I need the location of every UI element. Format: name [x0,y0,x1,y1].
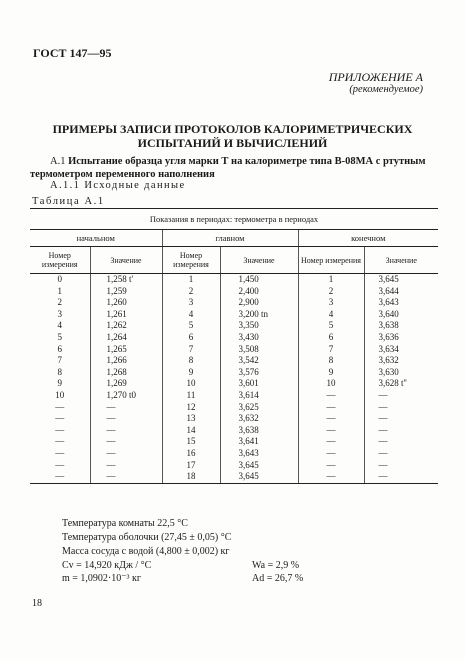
document-heading-line2: ИСПЫТАНИЙ И ВЫЧИСЛЕНИЙ [137,136,328,150]
table-cell: 3,628 t'' [364,378,438,390]
table-cell: — [55,436,65,447]
table-cell: 3,645 [220,471,298,483]
section-number: А.1 [50,156,66,167]
table-cell: 1,268 [90,367,162,379]
table-cell: — [30,471,90,483]
sample-mass: m = 1,0902·10⁻³ кг [62,573,141,584]
table-cell: 1 [57,285,62,296]
table-cell: 1,264 [90,332,162,344]
appendix-title: ПРИЛОЖЕНИЕ А [328,70,423,84]
ash-content: Ad = 26,7 % [252,573,304,584]
heat-capacity: Cv = 14,920 кДж / °С [62,560,152,571]
table-cell: 3,643 [220,448,298,460]
group-header-main: главном [162,230,298,247]
table-cell: — [90,448,162,460]
table-row [30,286,438,298]
table-cell: 3 [57,308,62,319]
table-cell: — [298,413,364,425]
measurements-table [30,208,438,484]
table-cell: 1,262 [90,320,162,332]
table-cell: 8 [162,355,220,367]
section-title [50,156,426,167]
page-number: 18 [32,598,42,609]
table-cell: 3,625 [220,402,298,414]
table-cell: 9 [162,367,220,379]
table-cell: 3,350 [220,320,298,332]
table-cell: 8 [298,355,364,367]
table-cell: 8 [57,366,62,377]
table-cell: 3,634 [364,344,438,356]
table-cell: — [90,425,162,437]
table-cell: 6 [162,332,220,344]
table-cell: 3,636 [364,332,438,344]
table-cell: 4 [162,309,220,321]
table-cell: 3,614 [220,390,298,402]
table-cell: — [55,424,65,435]
table-cell: — [364,402,438,414]
table-cell: 12 [162,402,220,414]
table-cell: 3,601 [220,378,298,390]
table-cell: 9 [57,378,62,389]
table-cell: — [298,436,364,448]
table-cell: 6 [57,343,62,354]
table-cell: — [90,436,162,448]
table-row [30,425,438,437]
table-cell: — [364,448,438,460]
table-cell: 3,630 [364,367,438,379]
table-cell: 14 [162,425,220,437]
table-cell: 1,259 [90,286,162,298]
table-row [30,344,438,356]
table-cell: — [364,413,438,425]
table-cell: 2 [162,286,220,298]
table-row [30,309,438,321]
table-cell: 2 [298,286,364,298]
moisture-content: Wa = 2,9 % [252,560,300,571]
table-cell: 3,508 [220,344,298,356]
table-cell: 1,269 [90,378,162,390]
table-super-header: Показания в периодах: термометра в периодах [30,209,438,230]
table-cell: — [298,448,364,460]
appendix-note: (рекомендуемое) [349,84,423,95]
table-cell: 3,645 [220,460,298,472]
table-cell: 10 [55,389,65,400]
table-cell: 1,260 [90,297,162,309]
table-cell: 6 [298,332,364,344]
table-cell: — [90,460,162,472]
table-cell: 7 [57,355,62,366]
section-title-line2: термометром переменного наполнения [30,169,215,180]
table-row [30,460,438,472]
table-row [30,297,438,309]
table-row [30,355,438,367]
table-cell: 3,645 [364,274,438,286]
standard-number: ГОСТ 147—95 [33,46,112,60]
table-cell: 10 [298,378,364,390]
table-cell: — [364,471,438,483]
group-header-initial: начальном [30,230,162,247]
column-header: Значение [364,247,438,274]
column-header: Значение [220,247,298,274]
table-cell: 11 [162,390,220,402]
table-cell: — [55,447,65,458]
table-cell: — [90,402,162,414]
table-row [30,274,438,286]
table-cell: 1,261 [90,309,162,321]
table-cell: 3,641 [220,436,298,448]
table-row [30,390,438,402]
table-cell: 13 [162,413,220,425]
table-cell: 1,270 t0 [90,390,162,402]
table-row [30,413,438,425]
table-cell: — [298,460,364,472]
table-cell: — [55,459,65,470]
table-title: Таблица А.1 [32,196,105,207]
shell-temperature: Температура оболочки (27,45 ± 0,05) °С [62,532,232,543]
table-cell: 3,430 [220,332,298,344]
table-body [30,274,438,484]
column-header: Номер измерения [30,247,90,274]
table-row [30,471,438,483]
room-temperature: Температура комнаты 22,5 °С [62,518,188,529]
table-cell: 1,450 [220,274,298,286]
table-cell: — [298,402,364,414]
table-cell: 1 [162,274,220,286]
table-cell: 1,258 t' [90,274,162,286]
table-cell: 18 [162,471,220,483]
table-cell: 15 [162,436,220,448]
table-row [30,332,438,344]
table-cell: — [364,460,438,472]
table-row [30,367,438,379]
table-cell: 2,400 [220,286,298,298]
table-cell: 3,632 [364,355,438,367]
table-cell: 3,638 [220,425,298,437]
table-cell: 3,644 [364,286,438,298]
table-row [30,448,438,460]
table-cell: 4 [57,320,62,331]
column-header: Номер измерения [298,247,364,274]
table-row [30,402,438,414]
subsection-title: А.1.1 Исходные данные [50,180,186,191]
table-cell: 0 [57,274,62,284]
table-cell: 16 [162,448,220,460]
column-header: Номер измерения [162,247,220,274]
section-title-line1: Испытание образца угля марки Т на калориметре типа В-08МА с ртутным [68,156,426,167]
table-cell: — [364,390,438,402]
table-cell: 4 [298,309,364,321]
table-row [30,378,438,390]
vessel-mass: Масса сосуда с водой (4,800 ± 0,002) кг [62,546,230,557]
table-cell: 1,265 [90,344,162,356]
table-cell: — [364,436,438,448]
table-row [30,436,438,448]
table-cell: — [55,401,65,412]
table-cell: 3,542 [220,355,298,367]
table-cell: 3,638 [364,320,438,332]
table-cell: 1,266 [90,355,162,367]
table-cell: 2 [57,297,62,308]
table-cell: 3,643 [364,297,438,309]
table-cell: 2,900 [220,297,298,309]
table-cell: 5 [298,320,364,332]
table-cell: — [90,413,162,425]
table-cell: — [55,413,65,424]
table-cell: 3,200 tn [220,309,298,321]
table-cell: 1 [298,274,364,286]
table-cell: 3 [162,297,220,309]
table-cell: 7 [162,344,220,356]
table-cell: 17 [162,460,220,472]
table-cell: — [364,425,438,437]
table-row [30,320,438,332]
table-cell: — [90,471,162,483]
table-cell: — [298,390,364,402]
table-cell: 5 [162,320,220,332]
table-cell: 3,576 [220,367,298,379]
table-cell: 7 [298,344,364,356]
document-heading-line1: ПРИМЕРЫ ЗАПИСИ ПРОТОКОЛОВ КАЛОРИМЕТРИЧЕСКИХ [52,122,413,136]
table-cell: 3 [298,297,364,309]
table-cell: 10 [162,378,220,390]
table-cell: — [298,425,364,437]
table-cell: 9 [298,367,364,379]
group-header-final: конечном [298,230,438,247]
column-header: Значение [90,247,162,274]
table-cell: 3,640 [364,309,438,321]
table-cell: 3,632 [220,413,298,425]
table-cell: 5 [57,331,62,342]
table-cell: — [298,471,364,483]
